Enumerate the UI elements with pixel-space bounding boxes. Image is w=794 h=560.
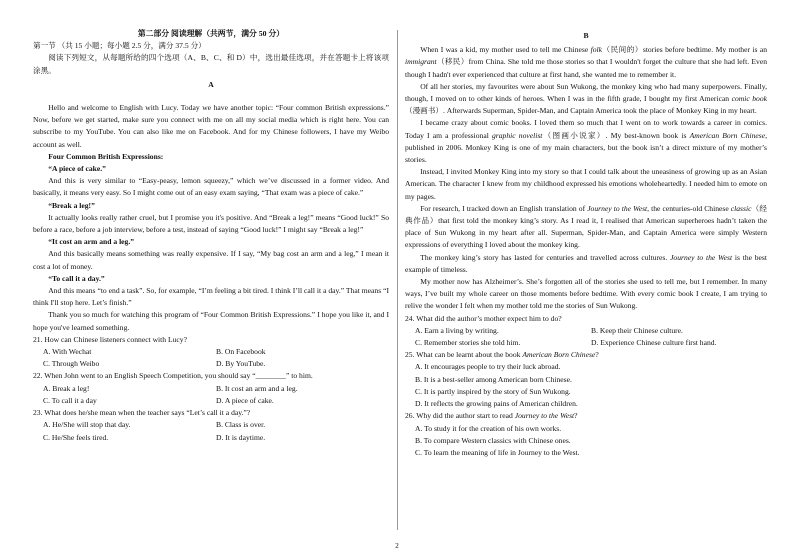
option-a[interactable]: A. He/She will stop that day. xyxy=(43,420,131,430)
passage-b-paragraph-3: I became crazy about comic books. I loved them so much that I went on to work towards a career in comics. Today I am a professional graphic novelist（图画小说家）. My best-known book is American Born Chinese, published in 2006. Monkey King is one of my main characters, but the book isn’t a direct mixture of my mother’s stories. xyxy=(405,118,768,165)
expression-3-text: And this basically means something was really expensive. If I say, “My bag cost an arm and a leg,” I mean it cost a lot of money. xyxy=(33,249,389,271)
question-21 xyxy=(33,334,389,371)
option-d[interactable]: D. It is daytime. xyxy=(216,432,266,442)
expression-1-text: And this is very similar to “Easy-peasy, lemon squeezy,” which we’ve discussed in a former video. And basically, it means very easy. So I might come out of an easy exam saying, “That exam was a piece of cake.” xyxy=(33,176,389,198)
option-b[interactable]: B. It is a best-seller among American born Chinese. xyxy=(415,374,572,384)
page-number: 2 xyxy=(395,542,399,550)
option-c[interactable]: C. Through Weibo xyxy=(43,359,100,369)
option-c[interactable]: C. To learn the meaning of life in Journey to the West. xyxy=(415,447,580,457)
question-stem: 21. How can Chinese listeners connect with Lucy? xyxy=(33,334,187,344)
left-column xyxy=(33,28,389,444)
question-stem: 22. When John went to an English Speech Competition, you should say “________” to him. xyxy=(33,371,313,381)
option-a[interactable]: A. To study it for the creation of his own works. xyxy=(415,423,562,433)
option-a[interactable]: A. Break a leg! xyxy=(43,383,90,393)
question-24 xyxy=(405,313,767,350)
question-22 xyxy=(33,370,389,407)
passage-b-paragraph-7: My mother now has Alzheimer’s. She’s forgotten all of the stories she used to tell me, but I remember. In many ways, I’ve built my whole career on those moments before bedtime. With every comic book I create, I am trying to relive the wonder I felt when my mother told me the stories of Sun Wukong. xyxy=(405,277,767,311)
passage-a-label: A xyxy=(208,79,214,89)
expression-2-text: It actually looks really rather cruel, but I promise you it's positive. And “Break a leg!” means “Good luck!” So before a race, before a job interview, before a test, instead of saying “Good luck!” I might say “Break a leg!” xyxy=(33,212,389,235)
option-c[interactable]: C. Remember stories she told him. xyxy=(415,338,521,348)
expression-2: “Break a leg!” xyxy=(48,200,95,210)
option-b[interactable]: B. To compare Western classics with Chinese ones. xyxy=(415,435,571,445)
option-d[interactable]: D. Experience Chinese culture first hand. xyxy=(591,338,717,348)
expression-4-text: And this means “to end a task”. So, for example, “I’m feeling a bit tired. I think I’ll call it a day.” That means “I think I'll stop here. Let’s finish.” xyxy=(33,286,389,308)
option-b[interactable]: B. Class is over. xyxy=(216,420,266,430)
passage-b-paragraph-5: For research, I tracked down an English translation of Journey to the West, the centuries-old Chinese classic（经典作品）that first told the monkey king’s story. As I read it, I realised that American superheroes hadn’t taken the place of Sun Wukong in my heart after all. Superman, Spider-Man, and Captain America were simply Western expressions of everything I loved about the monkey king. xyxy=(405,203,768,250)
question-stem: 24. What did the author’s mother expect him to do? xyxy=(405,313,562,323)
expression-3: “It cost an arm and a leg.” xyxy=(48,237,135,247)
option-c[interactable]: C. To call it a day xyxy=(43,395,97,405)
question-stem: 26. Why did the author start to read Journey to the West? xyxy=(405,411,578,421)
right-column xyxy=(405,28,767,459)
option-d[interactable]: D. By YouTube. xyxy=(216,359,266,369)
option-d[interactable]: D. It reflects the growing pains of American children. xyxy=(415,399,578,409)
passage-b-paragraph-6: The monkey king’s story has lasted for centuries and travelled across cultures. Journey to the West is the best example of timeless. xyxy=(405,252,767,274)
question-26 xyxy=(405,410,767,459)
passage-b-paragraph-1: When I was a kid, my mother used to tell me Chinese folk（民间的）stories before bedtime. My mother is an immigrant（移民）from China. She told me those stories so that I wouldn't forget the culture that she had left. Even though I hadn't ever experienced that culture at first hand, she wanted me to remember it. xyxy=(405,45,767,79)
question-25 xyxy=(405,349,767,410)
passage-b-paragraph-2: Of all her stories, my favourites were about Sun Wukong, the monkey king who had many superpowers. Finally, though, I moved on to other kinds of heroes. When I was in the fifth grade, I bought my first American comic book（漫画书）. Afterwards Superman, Spider-Man, and Captain America took the place of Monkey King in my heart. xyxy=(405,81,767,116)
section-instruction: 阅读下列短文，从每题所给的四个选项（A、B、C、和 D）中，选出最佳选项，并在答题卡上将该项涂黑。 xyxy=(33,53,389,75)
passage-b-paragraph-4: Instead, I invited Monkey King into my story so that I could talk about the uneasiness of growing up as an Asian American. The character I knew from my childhood expressed his emotions wholeheartedly. I needed him to emote on my pages. xyxy=(405,167,767,201)
passage-a-intro: Hello and welcome to English with Lucy. Today we have another topic: “Four common British expressions.” Now, before we get started, make sure you connect with me on all my social media which is right here. You can subscribe to my YouTube. You can also like me on Facebook. And for my Chinese followers, I have my Weibo account as well. xyxy=(33,103,389,149)
passage-b-label: B xyxy=(583,31,589,40)
section-subtitle: 第一节 （共 15 小题；每小题 2.5 分，满分 37.5 分） xyxy=(33,41,206,51)
option-a[interactable]: A. Earn a living by writing. xyxy=(415,325,499,335)
option-a[interactable]: A. With Wechat xyxy=(43,347,92,357)
option-c[interactable]: C. It is partly inspired by the story of Sun Wukong. xyxy=(415,386,571,396)
option-c[interactable]: C. He/She feels tired. xyxy=(43,432,109,442)
expression-4: “To call it a day.” xyxy=(48,273,105,283)
option-b[interactable]: B. It cost an arm and a leg. xyxy=(216,383,298,393)
option-b[interactable]: B. Keep their Chinese culture. xyxy=(591,325,683,335)
option-d[interactable]: D. A piece of cake. xyxy=(216,395,274,405)
column-divider xyxy=(397,30,398,530)
expression-1: “A piece of cake.” xyxy=(48,164,106,174)
question-stem: 23. What does he/she mean when the teacher says “Let’s call it a day.”? xyxy=(33,408,251,418)
passage-a-heading: Four Common British Expressions: xyxy=(48,151,164,161)
question-23 xyxy=(33,407,389,444)
passage-a-closing: Thank you so much for watching this program of “Four Common British Expressions.” I hope you like it, and I hope you've learned something. xyxy=(33,310,389,332)
question-stem: 25. What can be learnt about the book American Born Chinese? xyxy=(405,350,599,360)
section-title: 第二部分 阅读理解（共两节，满分 50 分） xyxy=(137,29,285,38)
option-b[interactable]: B. On Facebook xyxy=(216,347,266,357)
option-a[interactable]: A. It encourages people to try their luck abroad. xyxy=(415,362,561,372)
